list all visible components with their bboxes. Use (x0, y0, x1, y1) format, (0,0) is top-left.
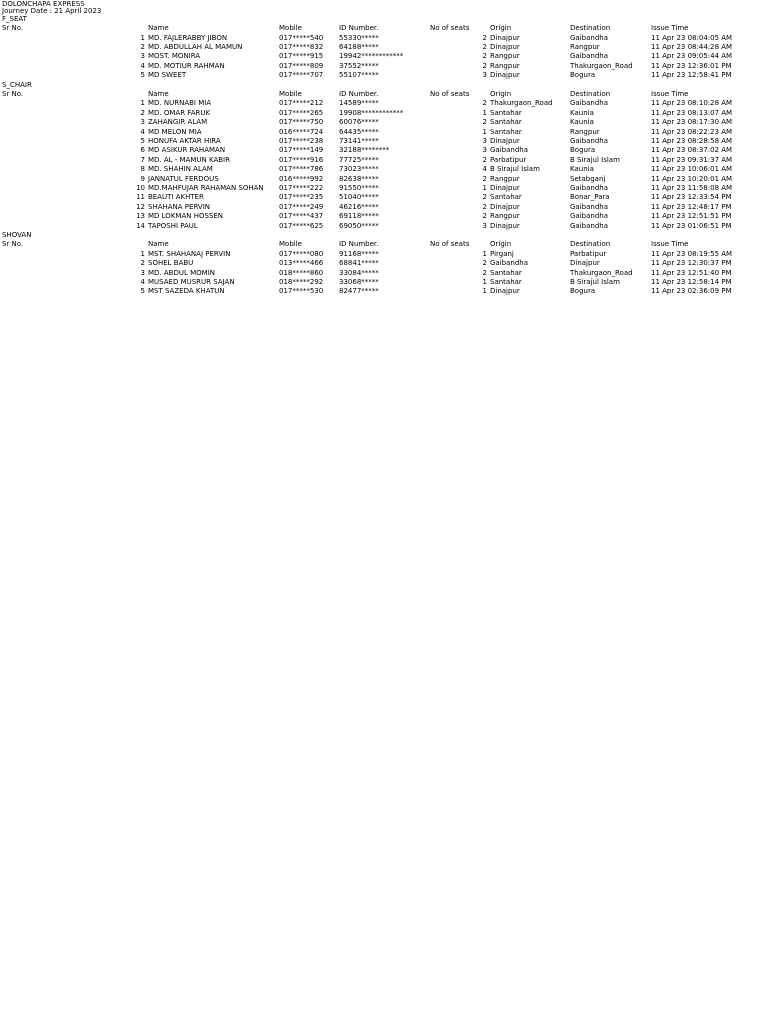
cell-name: MOST. MONIRA (148, 52, 201, 61)
cell-sr-no: 5 (140, 137, 145, 145)
header-id-number: ID Number. (339, 240, 379, 249)
table-row (0, 128, 768, 137)
header-destination: Destination (570, 240, 611, 249)
cell-id-number: 73141***** (339, 137, 379, 145)
cell-no-of-seats: 1 (482, 108, 487, 117)
cell-destination: Gaibandha (570, 202, 608, 211)
table-header (0, 240, 768, 249)
cell-origin: Santahar (490, 127, 522, 136)
cell-destination: Bogura (570, 287, 596, 296)
cell-issue-time: 11 Apr 23 10:20:01 AM (651, 174, 733, 183)
cell-sr-no: 5 (140, 71, 145, 80)
cell-mobile: 018*****292 (279, 278, 324, 286)
cell-issue-time: 11 Apr 23 08:28:58 AM (651, 137, 733, 145)
cell-origin: Rangpur (490, 174, 520, 183)
cell-sr-no: 3 (140, 118, 145, 127)
cell-issue-time: 11 Apr 23 12:36:01 PM (651, 61, 732, 70)
cell-issue-time: 11 Apr 23 12:48:17 PM (651, 202, 732, 211)
cell-origin: Santahar (490, 193, 522, 202)
cell-no-of-seats: 1 (482, 184, 487, 192)
cell-id-number: 51040***** (339, 193, 379, 202)
cell-no-of-seats: 2 (482, 43, 487, 51)
cell-destination: Setabganj (570, 174, 606, 183)
header-issue-time: Issue Time (651, 24, 689, 33)
header-mobile: Mobile (279, 240, 302, 249)
cell-id-number: 69050***** (339, 221, 379, 230)
cell-mobile: 017*****235 (279, 193, 324, 202)
cell-origin: Santahar (490, 118, 522, 127)
table-row (0, 109, 768, 118)
cell-origin: Pirganj (490, 249, 514, 258)
header-destination: Destination (570, 90, 611, 98)
cell-destination: Parbatipur (570, 249, 607, 258)
cell-origin: Santahar (490, 268, 522, 277)
cell-origin: Parbatipur (490, 155, 527, 164)
cell-mobile: 017*****437 (279, 212, 324, 221)
cell-no-of-seats: 1 (482, 278, 487, 286)
table-row (0, 146, 768, 155)
cell-name: MD SWEET (148, 71, 187, 80)
cell-origin: Rangpur (490, 52, 520, 61)
cell-no-of-seats: 2 (482, 259, 487, 268)
cell-issue-time: 11 Apr 23 08:13:07 AM (651, 108, 733, 117)
cell-mobile: 017*****786 (279, 165, 324, 174)
cell-no-of-seats: 2 (482, 212, 487, 221)
cell-issue-time: 11 Apr 23 08:04:05 AM (651, 33, 733, 42)
cell-name: MD. ABDUL MOMIN (148, 268, 215, 277)
cell-mobile: 017*****530 (279, 287, 324, 296)
cell-destination: Gaibandha (570, 52, 608, 61)
cell-mobile: 013*****466 (279, 259, 324, 268)
cell-name: HONUFA AKTAR HIRA (148, 137, 221, 145)
cell-sr-no: 10 (136, 184, 145, 192)
cell-destination: Gaibandha (570, 221, 608, 230)
cell-name: MUSAED MUSRUR SAJAN (148, 278, 235, 286)
cell-name: MST SAZEDA KHATUN (148, 287, 225, 296)
cell-issue-time: 11 Apr 23 12:58:41 PM (651, 71, 732, 80)
cell-origin: Dinajpur (490, 43, 520, 51)
cell-sr-no: 4 (140, 127, 145, 136)
cell-no-of-seats: 3 (482, 146, 487, 155)
cell-name: MD LOKMAN HOSSEN (148, 212, 224, 221)
cell-id-number: 64435***** (339, 127, 379, 136)
table-row (0, 222, 768, 231)
cell-id-number: 33068***** (339, 278, 379, 286)
table-row (0, 99, 768, 108)
cell-destination: B Sirajul Islam (570, 155, 620, 164)
cell-sr-no: 3 (140, 268, 145, 277)
cell-issue-time: 11 Apr 23 08:22:23 AM (651, 127, 733, 136)
cell-origin: Dinajpur (490, 184, 520, 192)
table-row (0, 269, 768, 278)
cell-name: MD. AL - MAMUN KABIR (148, 155, 230, 164)
table-row (0, 52, 768, 61)
cell-origin: Dinajpur (490, 137, 520, 145)
cell-id-number: 82638***** (339, 174, 379, 183)
cell-issue-time: 11 Apr 23 09:31:37 AM (651, 155, 733, 164)
cell-issue-time: 11 Apr 23 12:33:54 PM (651, 193, 732, 202)
cell-issue-time: 11 Apr 23 08:10:28 AM (651, 99, 733, 108)
header-id-number: ID Number. (339, 24, 379, 33)
cell-mobile: 017*****916 (279, 155, 324, 164)
cell-name: JANNATUL FERDOUS (148, 174, 219, 183)
cell-sr-no: 2 (140, 108, 145, 117)
section-label: S_CHAIR (2, 80, 32, 89)
cell-no-of-seats: 2 (482, 33, 487, 42)
header-name: Name (148, 90, 169, 98)
table-header (0, 24, 768, 33)
cell-sr-no: 4 (140, 278, 145, 286)
cell-issue-time: 11 Apr 23 08:19:55 AM (651, 249, 733, 258)
header-name: Name (148, 24, 169, 33)
cell-name: MST. SHAHANAJ PERVIN (148, 249, 231, 258)
cell-origin: Thakurgaon_Road (490, 99, 553, 108)
cell-mobile: 018*****860 (279, 268, 324, 277)
cell-issue-time: 11 Apr 23 01:06:51 PM (651, 221, 732, 230)
cell-id-number: 73023***** (339, 165, 379, 174)
cell-mobile: 017*****625 (279, 221, 324, 230)
cell-no-of-seats: 2 (482, 193, 487, 202)
cell-origin: Dinajpur (490, 202, 520, 211)
cell-name: SHAHANA PERVIN (148, 202, 211, 211)
cell-id-number: 91168***** (339, 249, 379, 258)
cell-mobile: 017*****915 (279, 52, 324, 61)
cell-destination: Bonar_Para (570, 193, 610, 202)
cell-origin: Dinajpur (490, 287, 520, 296)
table-row (0, 287, 768, 296)
journey-date: Journey Date : 21 April 2023 (2, 7, 102, 16)
cell-destination: Dinajpur (570, 259, 600, 268)
cell-name: ZAHANGIR ALAM (148, 118, 208, 127)
cell-no-of-seats: 2 (482, 174, 487, 183)
header-sr-no: Sr No. (2, 240, 24, 249)
header-mobile: Mobile (279, 90, 302, 98)
cell-no-of-seats: 2 (482, 52, 487, 61)
cell-origin: Gaibandha (490, 259, 528, 268)
header-name: Name (148, 240, 169, 249)
cell-mobile: 017*****149 (279, 146, 324, 155)
cell-mobile: 017*****540 (279, 33, 324, 42)
cell-destination: Bogura (570, 71, 596, 80)
cell-origin: Dinajpur (490, 33, 520, 42)
cell-sr-no: 9 (140, 174, 145, 183)
cell-origin: B Sirajul Islam (490, 165, 540, 174)
table-row (0, 184, 768, 193)
cell-name: MD. MOTIUR RAHMAN (148, 61, 225, 70)
cell-no-of-seats: 3 (482, 71, 487, 80)
cell-mobile: 017*****212 (279, 99, 324, 108)
cell-id-number: 37552***** (339, 61, 379, 70)
cell-destination: Gaibandha (570, 33, 608, 42)
cell-id-number: 68841***** (339, 259, 379, 268)
header-destination: Destination (570, 24, 611, 33)
cell-sr-no: 13 (136, 212, 145, 221)
cell-id-number: 60076***** (339, 118, 379, 127)
cell-name: MD ASIKUR RAHAMAN (148, 146, 226, 155)
cell-issue-time: 11 Apr 23 12:51:40 PM (651, 268, 732, 277)
table-row (0, 137, 768, 146)
cell-no-of-seats: 2 (482, 99, 487, 108)
cell-name: MD. SHAHIN ALAM (148, 165, 213, 174)
cell-origin: Dinajpur (490, 221, 520, 230)
header-issue-time: Issue Time (651, 240, 689, 249)
cell-mobile: 017*****832 (279, 43, 324, 51)
cell-sr-no: 3 (140, 52, 145, 61)
cell-name: MD. ABDULLAH AL MAMUN (148, 43, 243, 51)
cell-no-of-seats: 2 (482, 202, 487, 211)
header-sr-no: Sr No. (2, 24, 24, 33)
table-header (0, 90, 768, 99)
table-row (0, 193, 768, 202)
cell-mobile: 017*****750 (279, 118, 324, 127)
table-row (0, 43, 768, 52)
cell-destination: B Sirajul Islam (570, 278, 620, 286)
header-issue-time: Issue Time (651, 90, 689, 98)
cell-issue-time: 11 Apr 23 12:58:14 PM (651, 278, 732, 286)
cell-no-of-seats: 1 (482, 249, 487, 258)
header-no-of-seats: No of seats (430, 240, 470, 249)
cell-issue-time: 11 Apr 23 08:17:30 AM (651, 118, 733, 127)
cell-issue-time: 11 Apr 23 02:36:09 PM (651, 287, 732, 296)
header-origin: Origin (490, 90, 512, 98)
header-origin: Origin (490, 24, 512, 33)
cell-no-of-seats: 2 (482, 268, 487, 277)
cell-sr-no: 1 (140, 249, 145, 258)
cell-sr-no: 1 (140, 99, 145, 108)
cell-mobile: 017*****238 (279, 137, 324, 145)
cell-sr-no: 5 (140, 287, 145, 296)
cell-id-number: 55107***** (339, 71, 379, 80)
cell-name: MD. NURNABI MIA (148, 99, 212, 108)
cell-id-number: 69118***** (339, 212, 379, 221)
cell-id-number: 32188******** (339, 146, 390, 155)
cell-no-of-seats: 1 (482, 127, 487, 136)
cell-issue-time: 11 Apr 23 10:06:01 AM (651, 165, 733, 174)
cell-sr-no: 6 (140, 146, 145, 155)
cell-name: MD. FAJLERABBY JIBON (148, 33, 228, 42)
cell-destination: Kaunia (570, 108, 594, 117)
cell-name: BEAUTI AKHTER (148, 193, 204, 202)
cell-issue-time: 11 Apr 23 08:44:28 AM (651, 43, 733, 51)
cell-issue-time: 11 Apr 23 09:05:44 AM (651, 52, 733, 61)
cell-no-of-seats: 4 (482, 165, 487, 174)
cell-destination: Kaunia (570, 118, 594, 127)
cell-destination: Gaibandha (570, 99, 608, 108)
cell-id-number: 82477***** (339, 287, 379, 296)
cell-destination: Thakurgaon_Road (570, 268, 633, 277)
cell-no-of-seats: 2 (482, 118, 487, 127)
cell-sr-no: 4 (140, 61, 145, 70)
cell-origin: Dinajpur (490, 71, 520, 80)
cell-destination: Rangpur (570, 127, 600, 136)
cell-sr-no: 2 (140, 43, 145, 51)
cell-destination: Gaibandha (570, 137, 608, 145)
cell-id-number: 14589***** (339, 99, 379, 108)
cell-mobile: 017*****249 (279, 202, 324, 211)
cell-issue-time: 11 Apr 23 12:51:51 PM (651, 212, 732, 221)
cell-origin: Rangpur (490, 212, 520, 221)
cell-destination: Gaibandha (570, 184, 608, 192)
cell-name: MD.MAHFUJAR RAHAMAN SOHAN (148, 184, 264, 192)
cell-mobile: 017*****265 (279, 108, 324, 117)
cell-no-of-seats: 3 (482, 137, 487, 145)
cell-mobile: 016*****724 (279, 127, 324, 136)
cell-sr-no: 7 (140, 155, 145, 164)
cell-mobile: 017*****222 (279, 184, 324, 192)
table-row (0, 156, 768, 165)
header-no-of-seats: No of seats (430, 24, 470, 33)
cell-mobile: 017*****809 (279, 61, 324, 70)
cell-destination: Gaibandha (570, 212, 608, 221)
cell-name: SOHEL BABU (148, 259, 194, 268)
cell-id-number: 64188***** (339, 43, 379, 51)
table-row (0, 118, 768, 127)
cell-mobile: 017*****707 (279, 71, 324, 80)
table-row (0, 175, 768, 184)
table-row (0, 71, 768, 80)
cell-id-number: 33084***** (339, 268, 379, 277)
table-row (0, 259, 768, 268)
cell-no-of-seats: 3 (482, 221, 487, 230)
header-mobile: Mobile (279, 24, 302, 33)
cell-name: TAPOSHI PAUL (148, 221, 198, 230)
cell-id-number: 19908************ (339, 108, 404, 117)
cell-name: MD MELON MIA (148, 127, 202, 136)
cell-id-number: 91550***** (339, 184, 379, 192)
cell-sr-no: 8 (140, 165, 145, 174)
cell-mobile: 017*****080 (279, 249, 324, 258)
cell-destination: Rangpur (570, 43, 600, 51)
cell-sr-no: 12 (136, 202, 145, 211)
cell-sr-no: 14 (136, 221, 145, 230)
cell-issue-time: 11 Apr 23 08:37:02 AM (651, 146, 733, 155)
cell-id-number: 77725***** (339, 155, 379, 164)
cell-sr-no: 1 (140, 33, 145, 42)
report-title: DOLONCHAPA EXPRESS (2, 0, 85, 8)
cell-sr-no: 2 (140, 259, 145, 268)
cell-sr-no: 11 (136, 193, 145, 202)
table-row (0, 250, 768, 259)
table-row (0, 62, 768, 71)
cell-no-of-seats: 2 (482, 155, 487, 164)
cell-destination: Kaunia (570, 165, 594, 174)
table-row (0, 278, 768, 287)
cell-origin: Santahar (490, 278, 522, 286)
section-label: SHOVAN (2, 231, 32, 239)
table-row (0, 165, 768, 174)
header-no-of-seats: No of seats (430, 90, 470, 98)
cell-id-number: 46216***** (339, 202, 379, 211)
section-label: F_SEAT (2, 14, 27, 23)
cell-issue-time: 11 Apr 23 12:30:37 PM (651, 259, 732, 268)
table-row (0, 212, 768, 221)
cell-origin: Rangpur (490, 61, 520, 70)
cell-destination: Bogura (570, 146, 596, 155)
cell-id-number: 19942************ (339, 52, 404, 61)
cell-origin: Santahar (490, 108, 522, 117)
cell-mobile: 016*****992 (279, 174, 324, 183)
table-row (0, 34, 768, 43)
cell-no-of-seats: 2 (482, 61, 487, 70)
cell-name: MD. OMAR FARUK (148, 108, 211, 117)
cell-id-number: 55330***** (339, 33, 379, 42)
cell-issue-time: 11 Apr 23 11:58:08 AM (651, 184, 733, 192)
cell-no-of-seats: 1 (482, 287, 487, 296)
table-row (0, 203, 768, 212)
cell-origin: Gaibandha (490, 146, 528, 155)
header-id-number: ID Number. (339, 90, 379, 98)
cell-destination: Thakurgaon_Road (570, 61, 633, 70)
header-sr-no: Sr No. (2, 90, 24, 98)
header-origin: Origin (490, 240, 512, 249)
